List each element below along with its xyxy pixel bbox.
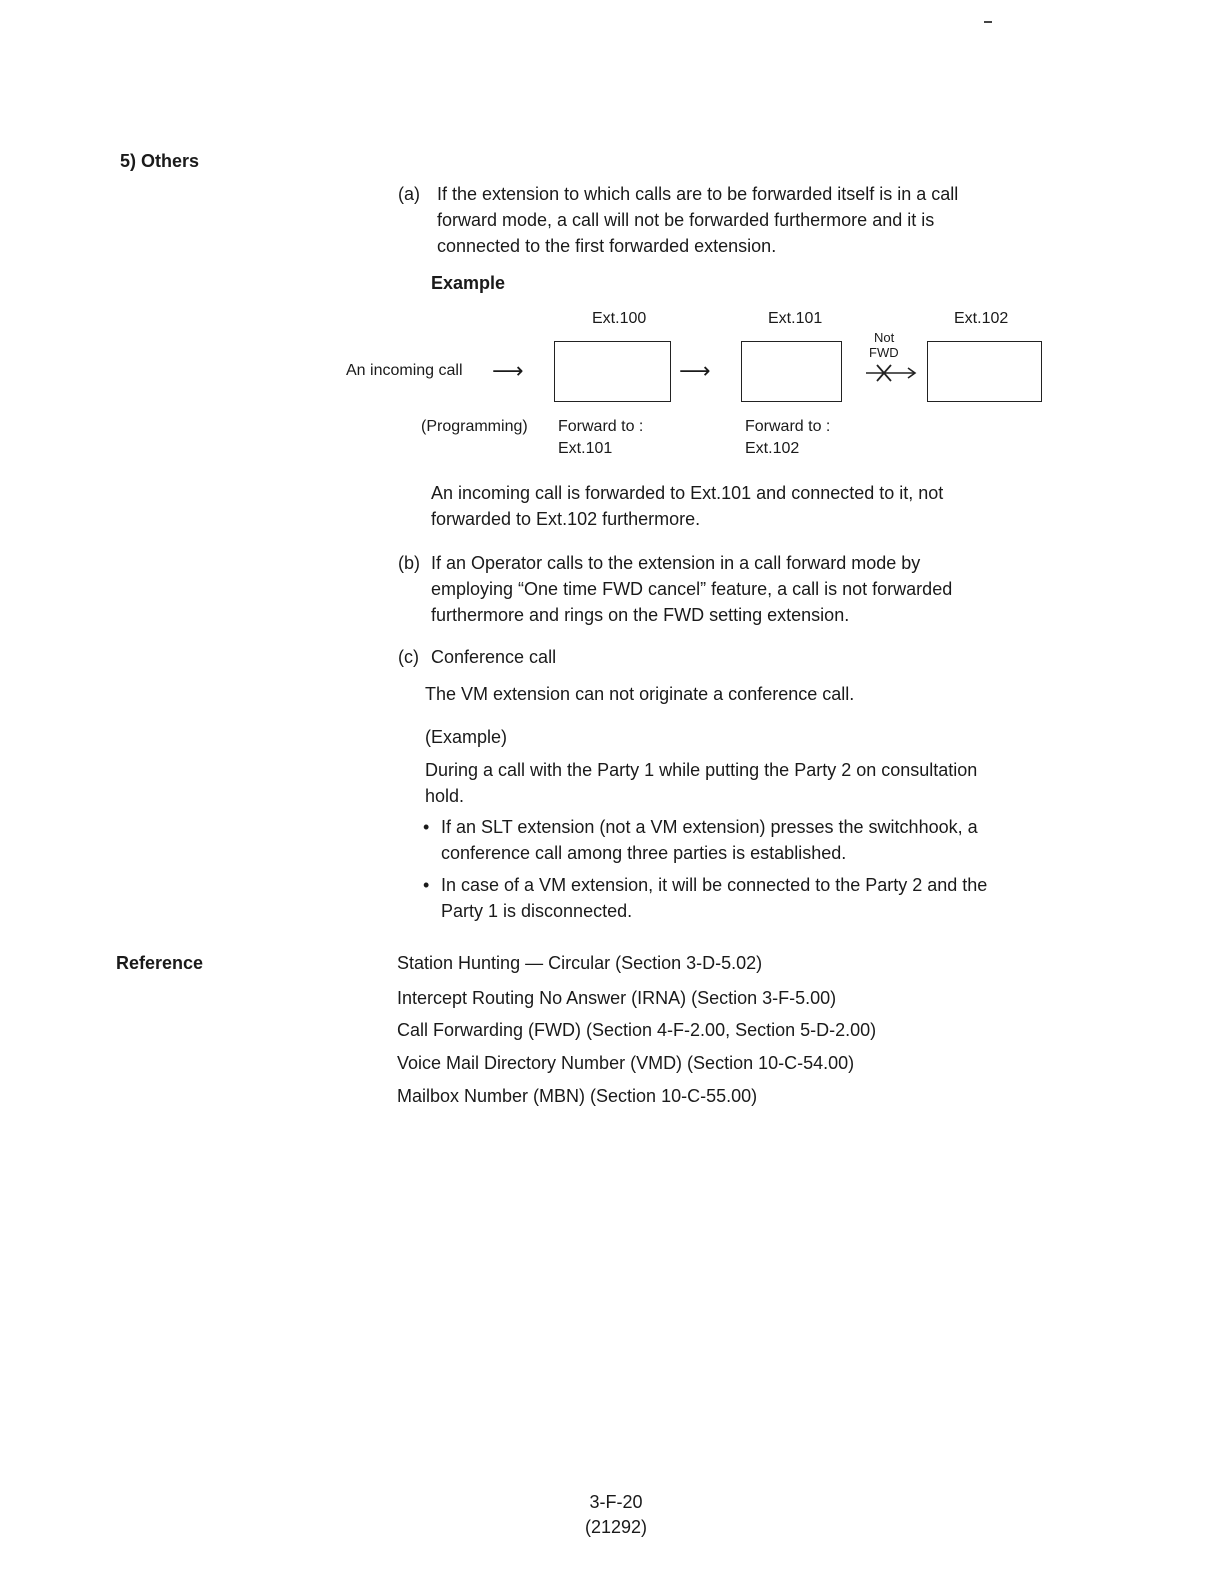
- item-c-statement: The VM extension can not originate a conference call.: [425, 684, 855, 704]
- item-b-line-3: furthermore and rings on the FWD setting extension.: [431, 605, 850, 625]
- item-a-line-1: If the extension to which calls are to be forwarded itself is in a call: [437, 184, 959, 204]
- document-code: (21292): [584, 1517, 648, 1537]
- reference-item: Station Hunting — Circular (Section 3-D-5.02): [397, 953, 763, 973]
- ext102-label: Ext.102: [954, 310, 1009, 327]
- item-c-title: Conference call: [431, 647, 557, 667]
- item-a-text: [437, 181, 1037, 259]
- ext100-forward-line-2: Ext.101: [558, 440, 613, 457]
- section-heading: 5) Others: [120, 151, 200, 171]
- scan-mark: [984, 21, 992, 23]
- incoming-arrow-icon: ⟶: [492, 358, 524, 383]
- not-label: Not: [874, 330, 895, 345]
- item-a-marker: (a): [398, 184, 420, 204]
- programming-label: (Programming): [421, 418, 528, 435]
- bullet-2-line-1: In case of a VM extension, it will be connected to the Party 2 and the: [441, 875, 988, 895]
- item-c-marker: (c): [398, 647, 419, 667]
- bullet-icon: •: [423, 817, 430, 837]
- ext102-box: [927, 341, 1042, 402]
- incoming-call-label: An incoming call: [346, 362, 463, 379]
- item-c-desc-line-1: During a call with the Party 1 while putting the Party 2 on consultation: [425, 760, 978, 780]
- ext101-forward-line-2: Ext.102: [745, 440, 800, 457]
- bullet-icon: •: [423, 875, 430, 895]
- fwd-label: FWD: [869, 345, 899, 360]
- ext101-label: Ext.101: [768, 310, 823, 327]
- bullet-1-line-1: If an SLT extension (not a VM extension) presses the switchhook, a: [441, 817, 978, 837]
- bullet-1-line-2: conference call among three parties is established.: [441, 843, 847, 863]
- item-c-description: [425, 757, 1045, 809]
- item-b-marker: (b): [398, 553, 420, 573]
- ext100-forward-line-1: Forward to :: [558, 418, 644, 435]
- item-c-example-label: (Example): [425, 727, 508, 747]
- item-a-line-2: forward mode, a call will not be forwarded furthermore and it is: [437, 210, 935, 230]
- example-note: [431, 480, 1031, 532]
- blocked-arrow-icon: [864, 362, 920, 384]
- item-a-line-3: connected to the first forwarded extension.: [437, 236, 777, 256]
- ext100-box: [554, 341, 671, 402]
- page-number: 3-F-20: [589, 1492, 643, 1512]
- bullet-2-line-2: Party 1 is disconnected.: [441, 901, 633, 921]
- example-note-line-2: forwarded to Ext.102 furthermore.: [431, 509, 701, 529]
- bullet-item: [423, 872, 1048, 924]
- ext101-forward-line-1: Forward to :: [745, 418, 831, 435]
- ext100-label: Ext.100: [592, 310, 647, 327]
- item-b-line-1: If an Operator calls to the extension in a call forward mode by: [431, 553, 921, 573]
- forward-arrow-icon: ⟶: [679, 358, 711, 383]
- item-b-text: [431, 550, 1041, 628]
- reference-item: Mailbox Number (MBN) (Section 10-C-55.00): [397, 1086, 758, 1106]
- ext101-box: [741, 341, 842, 402]
- reference-item: Intercept Routing No Answer (IRNA) (Section 3-F-5.00): [397, 988, 837, 1008]
- reference-item: Call Forwarding (FWD) (Section 4-F-2.00, Section 5-D-2.00): [397, 1020, 877, 1040]
- bullet-item: [423, 814, 1048, 866]
- reference-item: Voice Mail Directory Number (VMD) (Section 10-C-54.00): [397, 1053, 855, 1073]
- item-b-line-2: employing “One time FWD cancel” feature, a call is not forwarded: [431, 579, 953, 599]
- reference-heading: Reference: [116, 953, 204, 973]
- example-note-line-1: An incoming call is forwarded to Ext.101 and connected to it, not: [431, 483, 944, 503]
- example-label: Example: [431, 273, 506, 293]
- item-c-desc-line-2: hold.: [425, 786, 465, 806]
